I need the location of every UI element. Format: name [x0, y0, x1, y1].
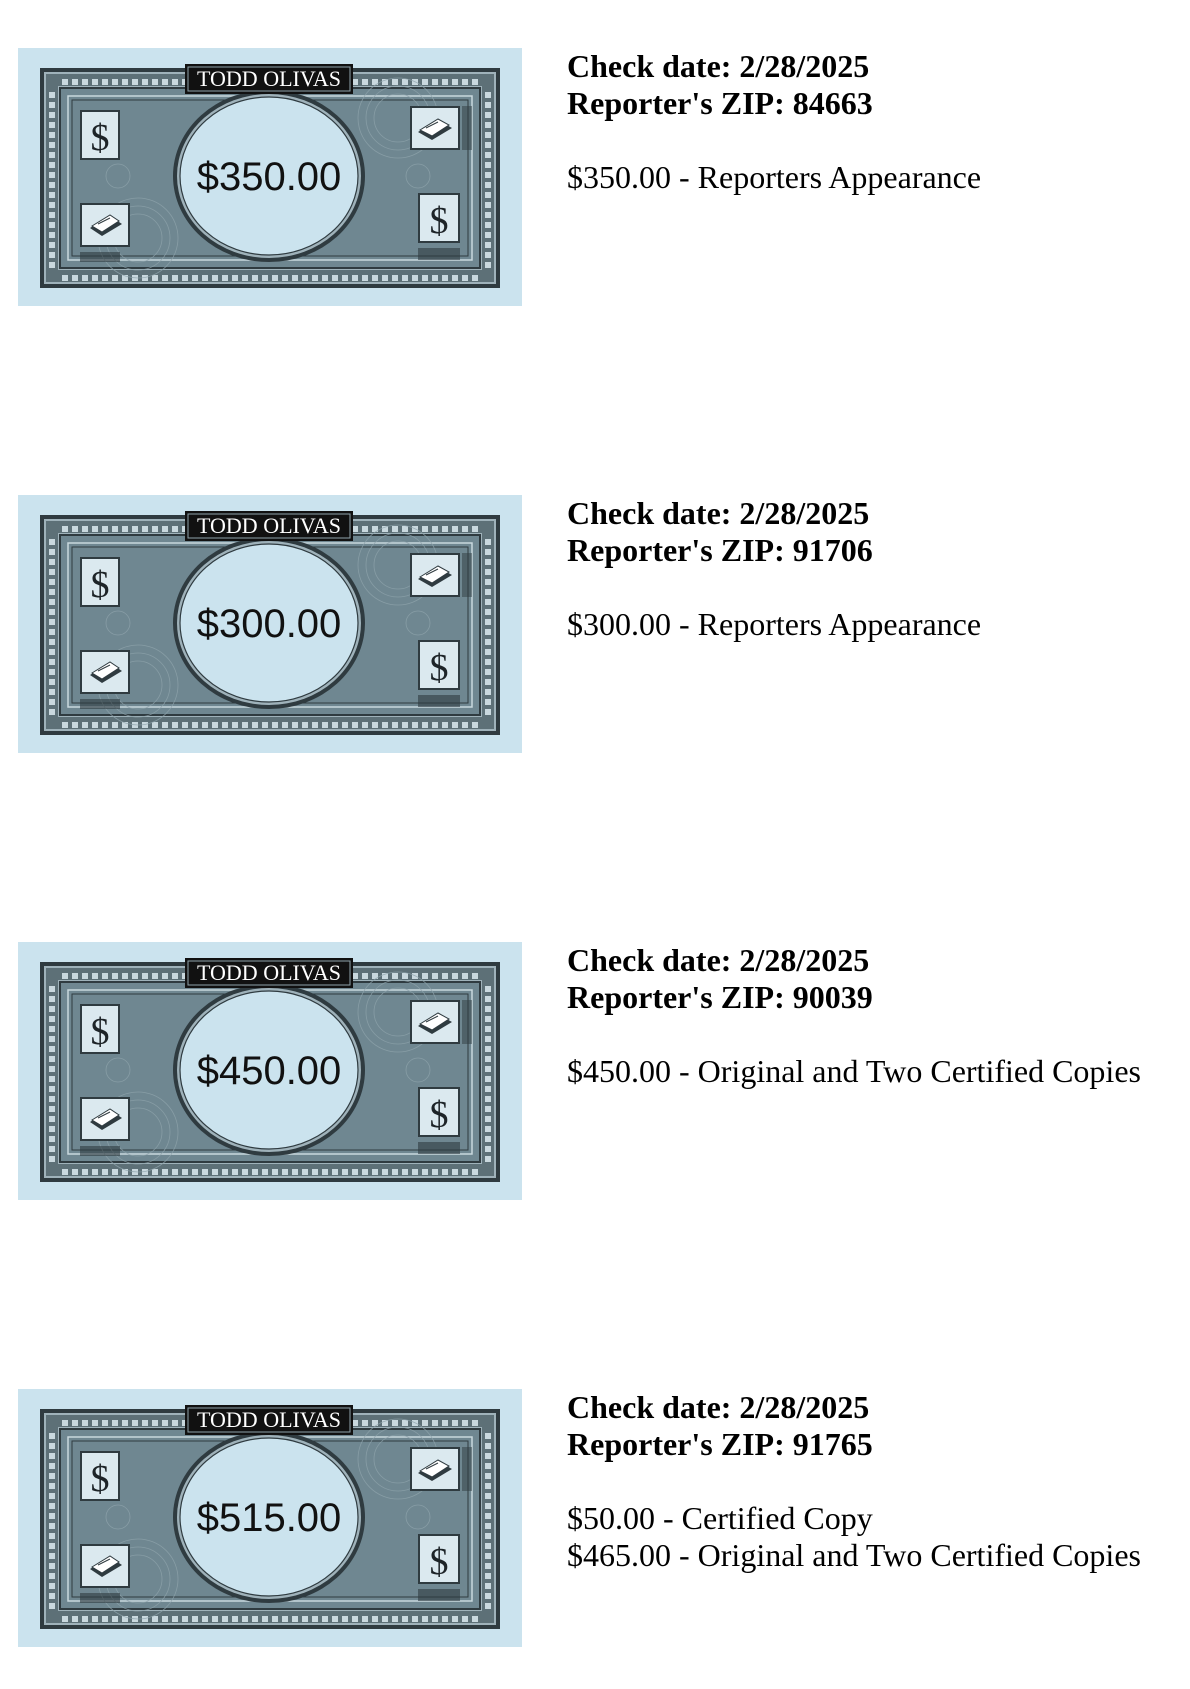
dollar-sign-icon: $: [429, 1541, 449, 1583]
dollar-sign-icon: $: [429, 1094, 449, 1136]
dollar-sign-icon: $: [90, 117, 110, 159]
line-item: $465.00 - Original and Two Certified Copies: [567, 1537, 1141, 1573]
check-info: [567, 942, 1177, 1090]
line-items: [567, 1053, 1177, 1090]
reporter-zip: Reporter's ZIP: 91765: [567, 1426, 873, 1462]
reporter-zip: Reporter's ZIP: 84663: [567, 85, 873, 121]
check-amount: $300.00: [196, 602, 342, 646]
line-items: [567, 159, 1177, 196]
check-bill-image: [18, 48, 522, 306]
check-info: [567, 1389, 1177, 1574]
line-item: $350.00 - Reporters Appearance: [567, 159, 982, 195]
line-items: [567, 1500, 1177, 1574]
check-amount: $450.00: [196, 1049, 342, 1093]
line-item: $300.00 - Reporters Appearance: [567, 606, 982, 642]
check-info: [567, 495, 1177, 643]
line-item: $450.00 - Original and Two Certified Copies: [567, 1053, 1141, 1089]
reporter-zip: Reporter's ZIP: 90039: [567, 979, 873, 1015]
check-date: Check date: 2/28/2025: [567, 48, 870, 84]
line-item: $50.00 - Certified Copy: [567, 1500, 873, 1536]
check-entry: [0, 495, 1190, 795]
check-date: Check date: 2/28/2025: [567, 495, 870, 531]
check-bill-image: [18, 1389, 522, 1647]
check-bill-image: [18, 495, 522, 753]
check-amount: $515.00: [196, 1496, 342, 1540]
check-amount: $350.00: [196, 155, 342, 199]
check-entry: [0, 48, 1190, 348]
payee-name: TODD OLIVAS: [196, 513, 342, 538]
check-date: Check date: 2/28/2025: [567, 942, 870, 978]
payee-name: TODD OLIVAS: [196, 66, 342, 91]
dollar-sign-icon: $: [90, 1458, 110, 1500]
check-bill-image: [18, 942, 522, 1200]
info-spacer: [567, 1463, 1177, 1500]
info-spacer: [567, 1016, 1177, 1053]
dollar-sign-icon: $: [429, 200, 449, 242]
line-items: [567, 606, 1177, 643]
payee-name: TODD OLIVAS: [196, 1407, 342, 1432]
dollar-sign-icon: $: [90, 1011, 110, 1053]
check-date: Check date: 2/28/2025: [567, 1389, 870, 1425]
check-entry: [0, 1389, 1190, 1689]
info-spacer: [567, 122, 1177, 159]
check-info: [567, 48, 1177, 196]
check-entry: [0, 942, 1190, 1242]
payee-name: TODD OLIVAS: [196, 960, 342, 985]
dollar-sign-icon: $: [90, 564, 110, 606]
dollar-sign-icon: $: [429, 647, 449, 689]
info-spacer: [567, 569, 1177, 606]
reporter-zip: Reporter's ZIP: 91706: [567, 532, 873, 568]
